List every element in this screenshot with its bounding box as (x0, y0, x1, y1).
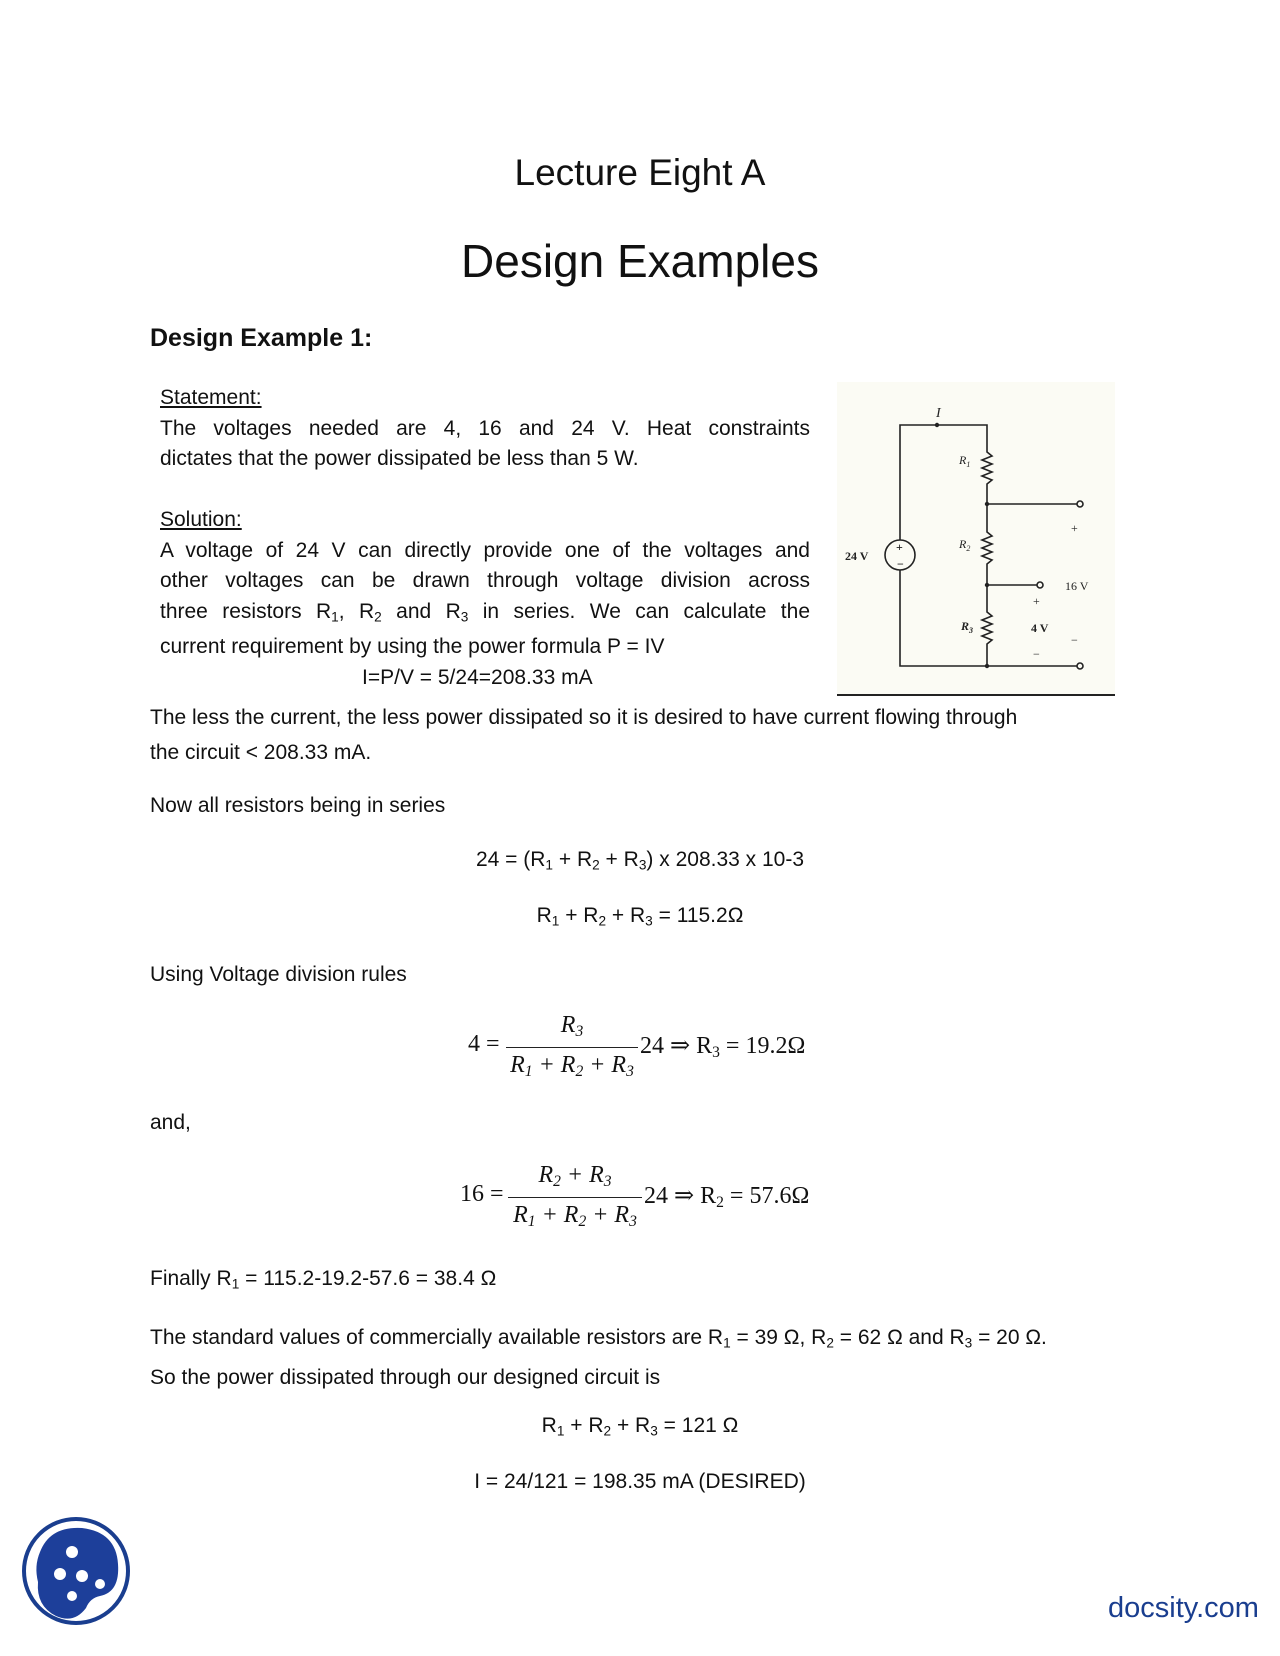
v16-label: 16 V (1065, 579, 1089, 593)
figure-rule (837, 694, 1115, 696)
lecture-title: Lecture Eight A (514, 152, 766, 193)
total-resistance-equation: $R_1 + R_2 + R_3 = 115.2\Omega$ (536, 904, 744, 929)
r2-label: $R_2$ (959, 537, 971, 553)
circuit-figure (837, 382, 1115, 694)
upper-minus-sign: − (1071, 633, 1078, 647)
current-paragraph-line-1: The less the current, the less power dissipated so it is desired to have current flowing through (150, 706, 1018, 729)
current-formula: I=P/V = 5/24=208.33 mA (362, 665, 593, 689)
terminal-minus (1077, 663, 1083, 669)
upper-plus-sign: + (1071, 521, 1078, 535)
r2-resistor (982, 504, 992, 585)
frac2-bar (508, 1197, 642, 1198)
solution-label: Solution: (160, 508, 242, 531)
left-top-wire (900, 425, 987, 540)
solution-line-2: other voltages can be drawn through voltage division across (160, 569, 810, 592)
terminal-4v-plus (1037, 582, 1043, 588)
source-plus: + (896, 540, 903, 554)
frac2-numerator: $R_2 + R_3$ (538, 1162, 612, 1190)
and-text: and, (150, 1111, 191, 1134)
r3-division-equation (468, 1012, 828, 1092)
frac1-numerator: $R_3$ (560, 1012, 584, 1040)
final-current-equation: I = 24/121 = 198.35 mA (DESIRED) (474, 1470, 806, 1493)
frac2-denominator: $R_1 + R_2 + R_3$ (513, 1202, 637, 1230)
circuit-diagram (837, 382, 1115, 694)
r1-resistor (982, 444, 992, 504)
source-voltage-label: 24 V (845, 549, 869, 563)
solution-line-1: A voltage of 24 V can directly provide one of the voltages and (160, 538, 810, 562)
standard-values-line-1: The standard values of commercially available resistors are $R_1 = 39$ Ω, $R_2 = 62$ Ω and $R_3 = 20$ Ω. (150, 1326, 1047, 1351)
finally-r1-text: Finally $R_1 = 115.2-19.2-57.6 = 38.4$ Ω (150, 1267, 497, 1292)
source-minus: − (897, 557, 904, 571)
voltage-division-text: Using Voltage division rules (150, 963, 407, 986)
frac2-rhs: 24 ⇒ $R_2 = 57.6\Omega$ (644, 1183, 810, 1211)
standard-values-paragraph (150, 1320, 1140, 1395)
page-subtitle: Design Examples (461, 235, 819, 287)
solution-line-4: current requirement by using the power formula P = IV (160, 635, 665, 659)
v4-label: 4 V (1031, 621, 1049, 635)
frac1-denominator: $R_1 + R_2 + R_3$ (510, 1052, 634, 1080)
standard-total-resistance: $R_1 + R_2 + R_3 = 121$ Ω (541, 1414, 739, 1439)
section-heading: Design Example 1: (150, 324, 373, 352)
current-label: I (936, 406, 941, 421)
series-text: Now all resistors being in series (150, 794, 446, 817)
current-paragraph (150, 700, 1140, 770)
standard-values-line-2: So the power dissipated through our designed circuit is (150, 1366, 661, 1390)
statement-block (160, 383, 810, 475)
docsity-logo-icon (20, 1512, 132, 1630)
statement-line-1: The voltages needed are 4, 16 and 24 V. Heat constraints (160, 416, 810, 440)
r3-resistor (982, 585, 992, 666)
statement-label: Statement: (160, 386, 262, 409)
solution-block (160, 505, 810, 693)
r1-label: $R_1$ (959, 453, 971, 469)
statement-line-2: dictates that the power dissipated be less than 5 W. (160, 447, 639, 470)
current-paragraph-line-2: the circuit < 208.33 mA. (150, 741, 372, 764)
frac2-lhs: 16 = (460, 1181, 504, 1207)
docsity-watermark[interactable]: docsity.com (1108, 1592, 1259, 1624)
v4-plus-sign: + (1033, 594, 1040, 608)
frac1-rhs: 24 ⇒ $R_3 = 19.2\Omega$ (640, 1033, 806, 1061)
frac1-lhs: 4 = (468, 1031, 500, 1057)
terminal-16v-plus (1077, 501, 1083, 507)
v4-minus-sign: − (1033, 647, 1040, 661)
solution-line-3: three resistors $R_1$, $R_2$ and $R_3$ in series. We can calculate the (160, 599, 810, 624)
frac1-bar (506, 1047, 638, 1048)
series-equation: $24 = (R_1 + R_2 + R_3)$ x 208.33 x 10-3 (475, 848, 805, 873)
r3-label: $R_3$ (961, 619, 974, 635)
r2-division-equation (460, 1162, 840, 1242)
